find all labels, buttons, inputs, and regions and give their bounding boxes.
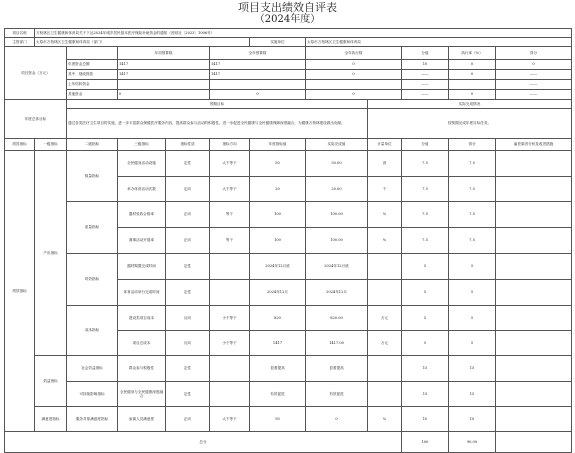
l3-deviation: [496, 331, 572, 356]
l3-unit: 套: [368, 151, 402, 177]
l3-nature: 反向: [166, 306, 210, 331]
l3-deviation: [496, 356, 572, 382]
indicator-head: 三级指标: [118, 139, 166, 151]
indicator-row: [5, 382, 572, 407]
funds-label: 项目资金（万元）: [5, 47, 67, 100]
l3-target: 1417: [250, 331, 306, 356]
indicator-row: [5, 407, 572, 432]
l2-service: 服务对象满意度指标: [67, 407, 118, 432]
l3-weight: 15: [402, 382, 449, 407]
l3-weight: 15: [402, 356, 449, 382]
l3-actual: 2024年12月: [306, 280, 368, 306]
l3-name: 体育活动举行完成时间: [118, 280, 166, 306]
l3-target: 2024年12月: [250, 280, 306, 306]
l3-direction: 大于等于: [210, 177, 250, 202]
funds-cell: [306, 80, 402, 90]
indicator-row: [5, 254, 572, 280]
l3-unit: 个: [368, 177, 402, 202]
funds-cell: ——: [402, 70, 449, 80]
l3-nature: 反向: [166, 331, 210, 356]
goal-expected-label: 预期目标: [67, 100, 368, 109]
funds-cell: [210, 80, 306, 90]
funds-row: [5, 70, 572, 80]
l3-direction: [210, 254, 250, 280]
l3-deviation: [496, 306, 572, 331]
funds-cell: 1417: [210, 60, 306, 70]
funds-cell: ——: [402, 80, 449, 90]
l3-direction: 小于等于: [210, 331, 250, 356]
indicator-head: 计量单位: [368, 139, 402, 151]
funds-row-name: 年度资金总额: [67, 60, 118, 70]
indicator-head: 偏差原因分析及改进措施: [496, 139, 572, 151]
l3-unit: [368, 280, 402, 306]
l3-unit: [368, 254, 402, 280]
funds-cell: ——: [402, 90, 449, 100]
funds-cell: 0: [449, 60, 496, 70]
l3-score: 5: [449, 254, 496, 280]
funds-row: [5, 60, 572, 70]
funds-cell: ——: [496, 70, 572, 80]
l3-name: 群众参与积极性: [118, 356, 166, 382]
funds-cell: 0: [306, 90, 402, 100]
l3-score: 10: [449, 407, 496, 432]
l3-score: 5: [449, 306, 496, 331]
l3-weight: 7.5: [402, 177, 449, 202]
funds-col-blank: [67, 47, 118, 60]
l2-quantity: 数量指标: [67, 151, 118, 202]
l3-score: 7.5: [449, 177, 496, 202]
indicator-head: 绩效指标: [5, 139, 35, 151]
indicator-head: 得分: [449, 139, 496, 151]
self-evaluation-table: [4, 28, 572, 453]
indicator-head: 年度指标值: [250, 139, 306, 151]
funds-cell: 0: [496, 60, 572, 70]
l2-quality: 质量指标: [67, 202, 118, 254]
l3-direction: 小于等于: [210, 306, 250, 331]
funds-cell: 0: [449, 90, 496, 100]
project-name-value: 万柏林区卫生健康和体育局关于下达2024年城乡居民基本医疗保险补助资金的通知（晋财社〔2023〕1006号）: [35, 29, 572, 38]
l3-direction: [210, 280, 250, 306]
l3-name: 全民健身活动设施: [118, 151, 166, 177]
l3-nature: 定性: [166, 280, 210, 306]
l3-deviation: [496, 254, 572, 280]
indicator-head: 二级指标: [67, 139, 118, 151]
l3-deviation: [496, 202, 572, 228]
implementer-value: 太原市万柏林区卫生健康和体育局: [306, 38, 572, 47]
funds-col-score: 得分: [496, 47, 572, 60]
funds-cell: 0: [306, 60, 402, 70]
total-score: 90.00: [449, 432, 496, 453]
indicator-head: 一级指标: [35, 139, 67, 151]
l3-nature: 正向: [166, 228, 210, 254]
l3-actual: 显著提高: [306, 356, 368, 382]
l3-target: 100: [250, 202, 306, 228]
l3-nature: 正向: [166, 202, 210, 228]
funds-row-name: 其他资金: [67, 90, 118, 100]
l3-score: 15: [449, 356, 496, 382]
indicator-row: [5, 151, 572, 177]
l3-name: 建设类项目成本: [118, 306, 166, 331]
total-label: 总分: [5, 432, 402, 453]
l3-weight: 10: [402, 407, 449, 432]
project-name-label: 项目名称: [5, 29, 35, 38]
funds-cell: ——: [496, 80, 572, 90]
l3-unit: %: [368, 407, 402, 432]
l3-unit: [368, 382, 402, 407]
l2-sustain: 可持续影响指标: [67, 382, 118, 407]
funds-row: [5, 90, 572, 100]
l2-timeliness: 时效指标: [67, 254, 118, 306]
implementer-label: 实施单位: [250, 38, 306, 47]
l3-deviation: [496, 177, 572, 202]
funds-col-initial: 年初预算数: [118, 47, 210, 60]
competent-label: 主管部门: [5, 38, 35, 47]
l3-direction: [210, 382, 250, 407]
funds-col-executed: 全年执行数: [306, 47, 402, 60]
l3-name: 全民健身与全民健康深度融合: [118, 382, 166, 407]
l3-target: 100: [250, 228, 306, 254]
indicator-head: 分值: [402, 139, 449, 151]
l3-name: 赛事活动开展率: [118, 228, 166, 254]
total-weight: 100: [402, 432, 449, 453]
l3-direction: 大于等于: [210, 407, 250, 432]
l3-weight: 5: [402, 306, 449, 331]
competent-value: 太原市万柏林区卫生健康和体育局（部门）: [35, 38, 250, 47]
indicator-row: [5, 356, 572, 382]
funds-cell: 0: [210, 90, 306, 100]
funds-cell: 1417: [210, 70, 306, 80]
l3-target: 820: [250, 306, 306, 331]
funds-col-annual: 全年预算数: [210, 47, 306, 60]
l3-deviation: [496, 382, 572, 407]
l1-output: 产出指标: [35, 151, 67, 356]
goal-expected-text: 通过各类医疗卫生项目的实施，进一步丰富群众保健医疗服务内容，提高群众参与活动的积极性，进一步促进全民健康与全民健康保障深度融合，为健康万柏林建设做出贡献。: [67, 109, 368, 139]
l3-score: 5: [449, 331, 496, 356]
l3-direction: 等于: [210, 202, 250, 228]
goal-actual-label: 实际完成情况: [368, 100, 572, 109]
l3-nature: 定性: [166, 382, 210, 407]
funds-cell: [449, 80, 496, 90]
l3-nature: 定向: [166, 177, 210, 202]
l3-name: 器材验收合格率: [118, 202, 166, 228]
l3-actual: 1417.00: [306, 331, 368, 356]
funds-row-name: 其中：财政拨款: [67, 70, 118, 80]
l3-score: 5: [449, 280, 496, 306]
l3-score: 7.5: [449, 151, 496, 177]
funds-col-rate: 执行率（%）: [449, 47, 496, 60]
indicator-head: 实际完成值: [306, 139, 368, 151]
l3-direction: 等于: [210, 228, 250, 254]
l3-actual: 2024年12月底: [306, 254, 368, 280]
l3-actual: 820.00: [306, 306, 368, 331]
l1-satisfy: 满意度指标: [35, 407, 67, 432]
l3-nature: 正向: [166, 407, 210, 432]
l3-unit: 万元: [368, 306, 402, 331]
l3-weight: 5: [402, 280, 449, 306]
l3-deviation: [496, 280, 572, 306]
indicator-head: 指标方向: [210, 139, 250, 151]
l3-target: 50: [250, 151, 306, 177]
l3-name: 举办体育活动次数: [118, 177, 166, 202]
l3-nature: 定性: [166, 254, 210, 280]
l2-cost: 成本指标: [67, 306, 118, 356]
l1-effect: 效益指标: [35, 356, 67, 407]
funds-row: [5, 80, 572, 90]
funds-cell: 0: [306, 70, 402, 80]
l3-unit: 万元: [368, 331, 402, 356]
funds-cell: 0: [118, 90, 210, 100]
l2-social: 社会效益指标: [67, 356, 118, 382]
funds-col-weight: 分值: [402, 47, 449, 60]
l3-direction: 大于等于: [210, 151, 250, 177]
indicator-row: [5, 306, 572, 331]
funds-cell: 0: [449, 70, 496, 80]
l3-direction: [210, 356, 250, 382]
funds-cell: 1417: [118, 70, 210, 80]
l3-weight: 5: [402, 254, 449, 280]
l3-weight: 7.5: [402, 202, 449, 228]
funds-cell: 1417: [118, 60, 210, 70]
l3-unit: [368, 356, 402, 382]
page-title: 项目支出绩效自评表: [238, 1, 337, 14]
l3-score: 7.5: [449, 202, 496, 228]
l3-target: 显著提高: [250, 356, 306, 382]
l3-deviation: [496, 407, 572, 432]
l3-nature: 定性: [166, 356, 210, 382]
l3-deviation: [496, 151, 572, 177]
total-deviation: [496, 432, 572, 453]
indicator-row: [5, 202, 572, 228]
funds-cell: 10: [402, 60, 449, 70]
l3-name: 参赛人员满意度: [118, 407, 166, 432]
l3-weight: 7.5: [402, 151, 449, 177]
l3-target: 2024年12月底: [250, 254, 306, 280]
l3-actual: 有效促进: [306, 382, 368, 407]
l3-weight: 5: [402, 331, 449, 356]
funds-cell: ——: [496, 90, 572, 100]
l3-target: 95: [250, 407, 306, 432]
goal-actual-text: 按预期完成年度目标任务。: [368, 109, 572, 139]
l3-target: 有效促进: [250, 382, 306, 407]
l3-actual: 0: [306, 407, 368, 432]
l3-nature: 定性: [166, 151, 210, 177]
l3-name: 器材购置完成时间: [118, 254, 166, 280]
l3-unit: %: [368, 228, 402, 254]
l3-weight: 7.5: [402, 228, 449, 254]
l3-unit: %: [368, 202, 402, 228]
funds-cell: [118, 80, 210, 90]
l3-actual: 20.00: [306, 177, 368, 202]
l3-actual: 50.00: [306, 151, 368, 177]
l3-actual: 100.00: [306, 202, 368, 228]
l3-name: 项目总成本: [118, 331, 166, 356]
funds-row-name: 上年结转资金: [67, 80, 118, 90]
goal-label: 年度总体目标: [5, 100, 67, 139]
level1-label: 绩效指标: [5, 151, 35, 432]
l3-target: 20: [250, 177, 306, 202]
indicator-head: 指标性质: [166, 139, 210, 151]
l3-score: 15: [449, 382, 496, 407]
page-subtitle: （2024年度）: [254, 14, 321, 25]
l3-actual: 100.00: [306, 228, 368, 254]
l3-score: 7.5: [449, 228, 496, 254]
l3-deviation: [496, 228, 572, 254]
